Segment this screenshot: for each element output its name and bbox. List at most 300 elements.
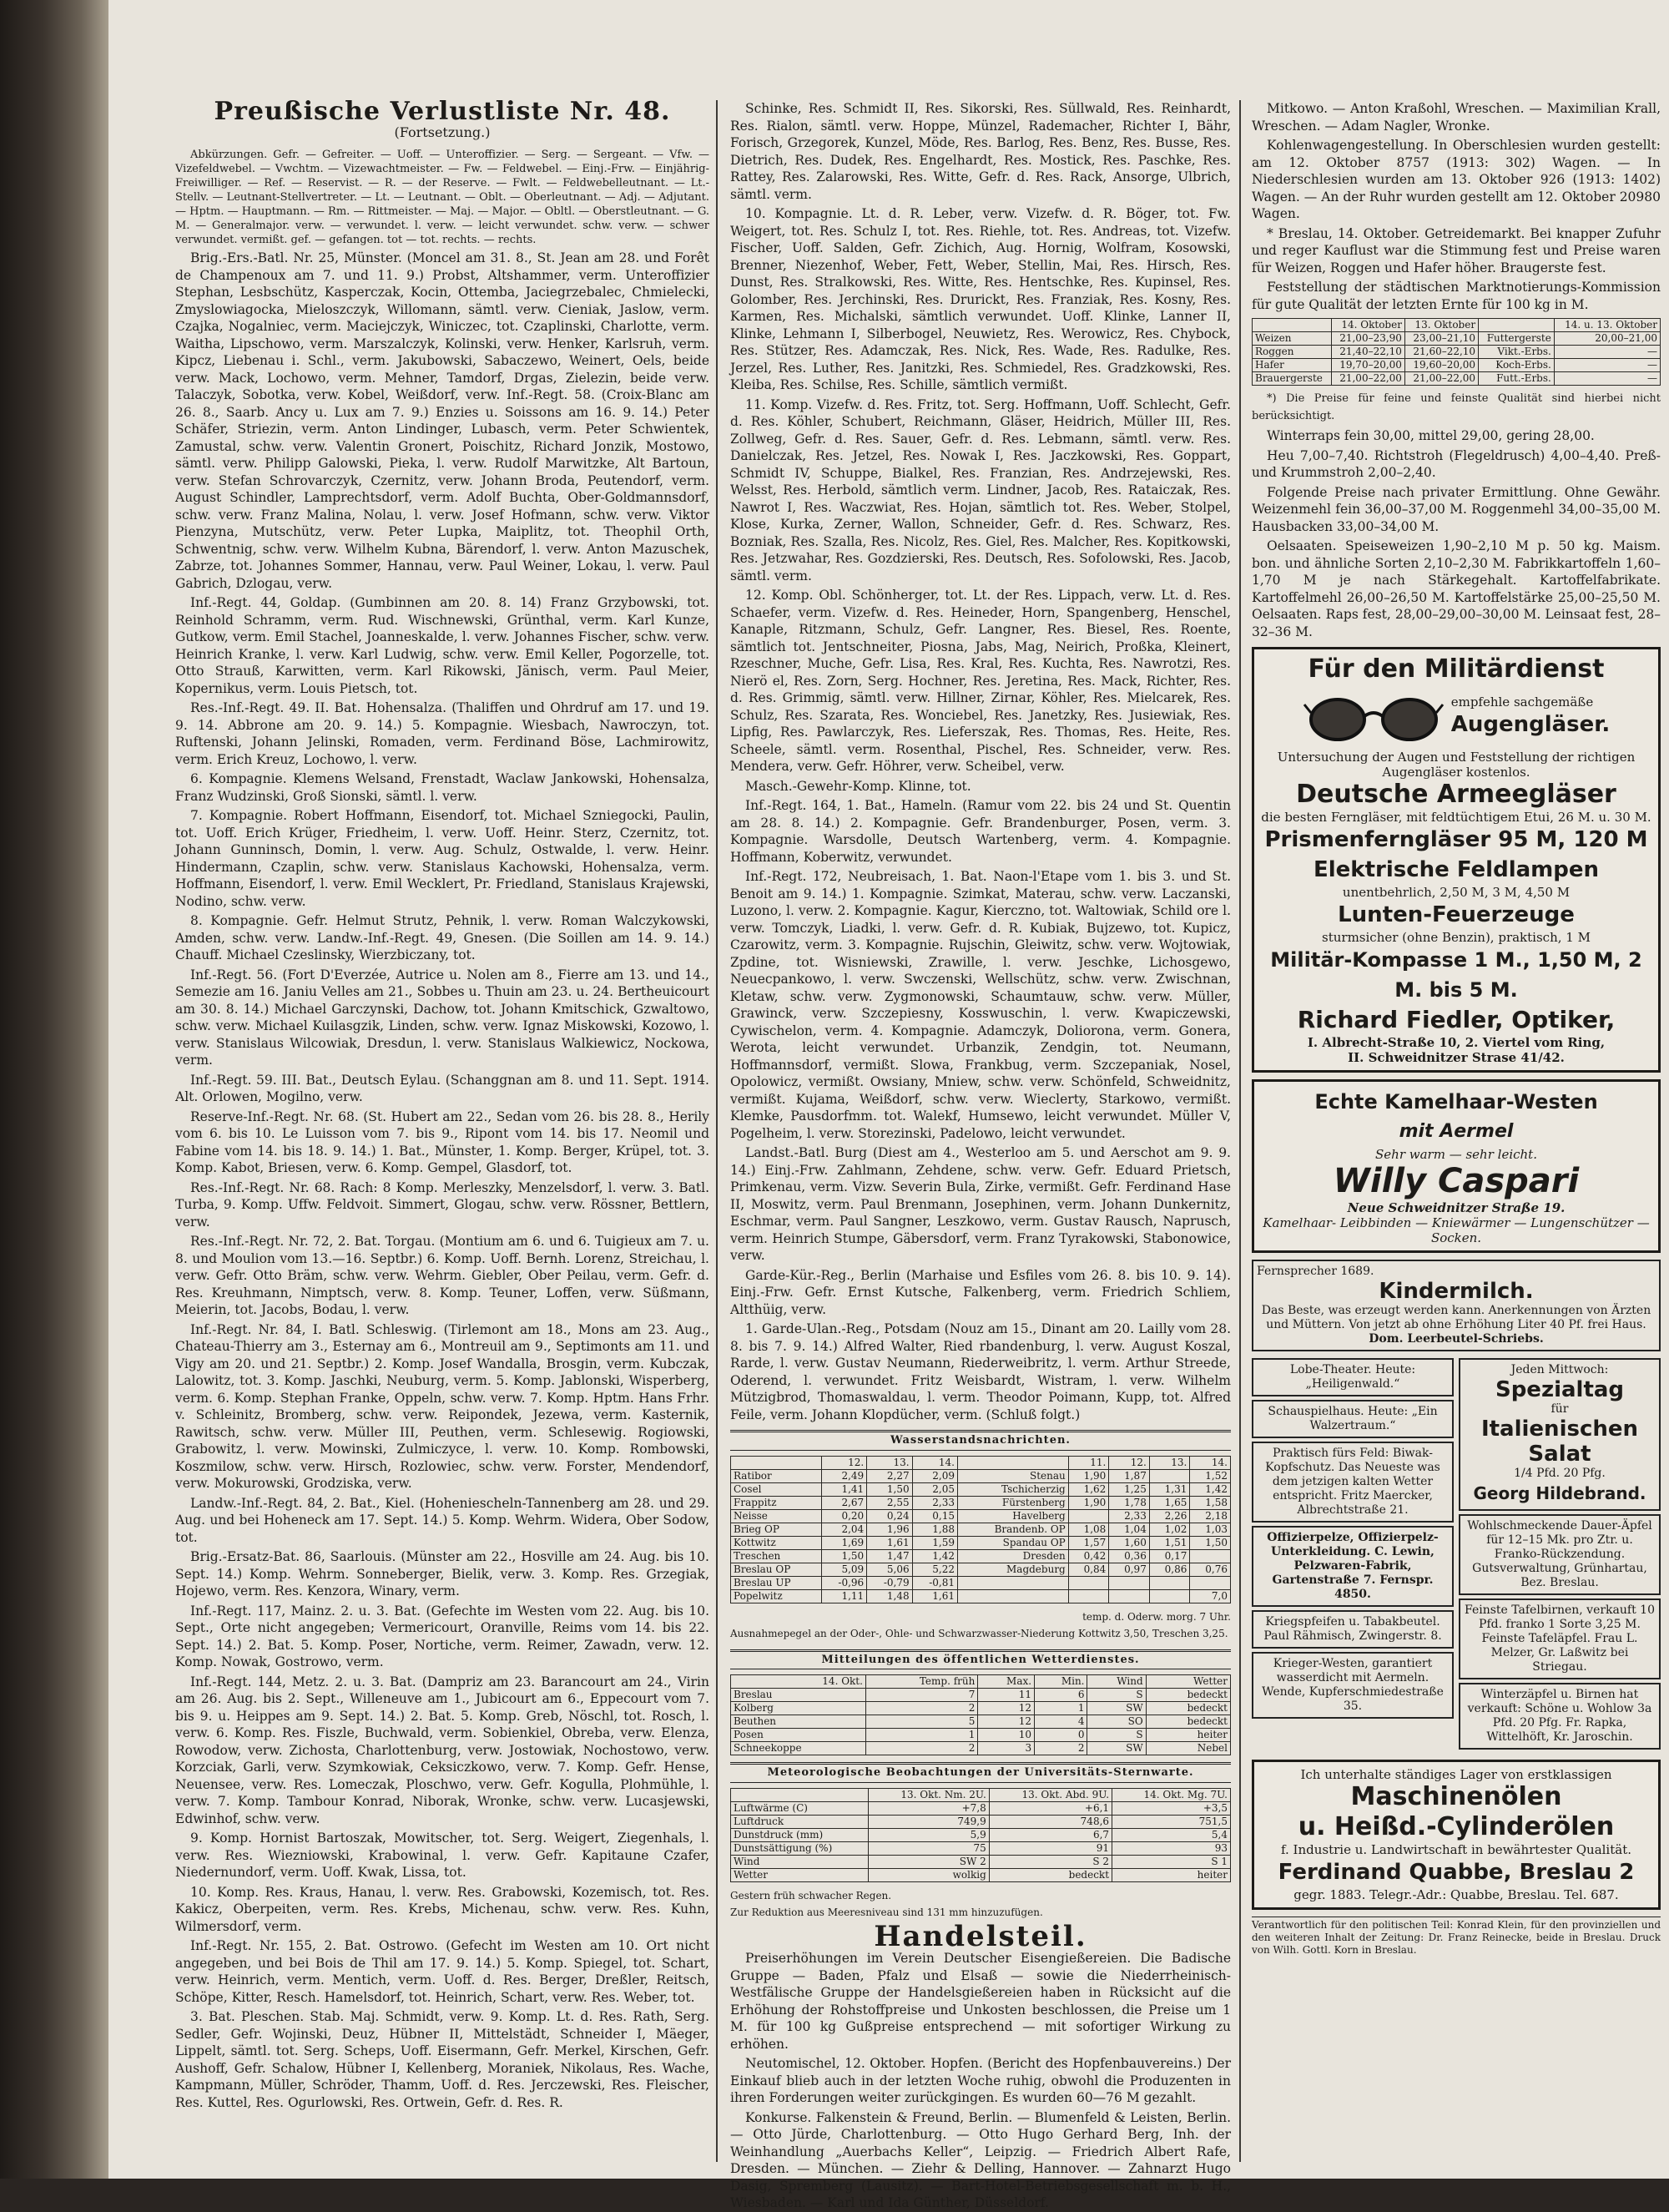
water-note: temp. d. Oderw. morg. 7 Uhr. bbox=[1082, 1610, 1231, 1623]
table-cell: 1,42 bbox=[912, 1549, 957, 1563]
table-row bbox=[731, 1536, 1231, 1549]
table-cell: 12 bbox=[978, 1702, 1035, 1715]
table-cell: -0,96 bbox=[821, 1576, 866, 1589]
table-cell: 2,04 bbox=[821, 1523, 866, 1536]
ad-line: Augengläser. bbox=[1450, 712, 1611, 737]
table-cell: 1,60 bbox=[1109, 1536, 1150, 1549]
column-header bbox=[1253, 319, 1332, 332]
paragraph: Landst.-Batl. Burg (Diest am 4., Westerloo am 5. und Aerschot am 9. 9. 14.) Einj.-Frw. Zahlmann, Zehdene, schw. verw. Gefr. Eduard Prietsch, Primkenau, verm. Vizw. Severin Bula, Zirke, vermißt. Gefr. Ferdinand Hase II, Moswitz, verm. Paul Brenmann, Josephinen, verm. Johann Dunkernitz, Eschmar, verm. Paul Sangner, Leszkowo, verm. Gustav Rausch, Naprusch, verm. Heinrich Stumpe, Gäbersdorf, verm. Franz Tyrakowski, Stabonowice, verw. bbox=[730, 1145, 1231, 1263]
table-cell: 1,03 bbox=[1190, 1523, 1231, 1536]
table-cell: 7 bbox=[865, 1689, 977, 1702]
camelhair-vest-advertisement bbox=[1252, 1079, 1661, 1253]
paragraph: *) Die Preise für feine und feinste Qualität sind hierbei nicht berücksichtigt. bbox=[1252, 392, 1661, 422]
table-cell: Nebel bbox=[1146, 1742, 1230, 1755]
table-cell: 1,88 bbox=[912, 1523, 957, 1536]
paragraph: Res.-Inf.-Regt. Nr. 72, 2. Bat. Torgau. (Montium am 6. und 6. Tuigieux am 7. u. 8. und Moulion vom 13.—16. Septbr.) 6. Komp. Uoff. Bernh. Lorenz, Streichau, l. verw. Gefr. Otto Bräm, schw. verw. Wehrm. Giebler, Ober Peilau, verm. Gefr. d. Res. Kreuhmann, Nimptsch, verw. 8. Komp. Teuner, Loffen, verw. Süßmann, Meierin, tot. Jacobs, Bodau, l. verw. bbox=[175, 1234, 709, 1317]
table-cell: Dunstsättigung (%) bbox=[731, 1841, 869, 1855]
table-cell: 1,50 bbox=[1190, 1536, 1231, 1549]
table-cell bbox=[1190, 1549, 1231, 1563]
ad-line: Militär-Kompasse 1 M., 1,50 M, 2 M. bis 5 M. bbox=[1270, 948, 1642, 1002]
table-row bbox=[731, 1715, 1231, 1729]
column-header: 14. bbox=[912, 1456, 957, 1469]
table-cell: 1,69 bbox=[821, 1536, 866, 1549]
table-cell: 7,0 bbox=[1190, 1589, 1231, 1603]
table-cell: 749,9 bbox=[869, 1815, 989, 1828]
table-row bbox=[731, 1509, 1231, 1523]
column-rule bbox=[716, 100, 718, 2162]
table-cell: Breslau OP bbox=[731, 1563, 822, 1576]
fur-advertisement: Offizierpelze, Offizierpelz-Unterkleidung. C. Lewin, Pelzwaren-Fabrik, Gartenstraße 7. Fernspr. 4850. bbox=[1252, 1526, 1454, 1607]
column-1 bbox=[175, 97, 709, 2162]
table-cell: 1,78 bbox=[1109, 1496, 1150, 1509]
table-row bbox=[731, 1742, 1231, 1755]
ad-line: u. Heißd.-Cylinderölen bbox=[1298, 1812, 1615, 1841]
table-cell: Tschicherzig bbox=[958, 1482, 1069, 1496]
paragraph: Landw.-Inf.-Regt. 84, 2. Bat., Kiel. (Hoheniescheln-Tannenberg am 28. und 29. Aug. und bei Hoheneck am 17. Sept. 14.) 5. Komp. Wehrm. Widera, Ober Sodow, tot. bbox=[175, 1495, 709, 1545]
table-cell: Ratibor bbox=[731, 1469, 822, 1482]
table-row bbox=[731, 1549, 1231, 1563]
table-cell: 2,49 bbox=[821, 1469, 866, 1482]
column-header: 13. Oktober bbox=[1404, 319, 1478, 332]
ad-line: Ferdinand Quabbe, Breslau 2 bbox=[1278, 1860, 1635, 1885]
table-cell: 1,51 bbox=[1149, 1536, 1190, 1549]
table-row bbox=[1253, 359, 1661, 372]
table-cell: 12 bbox=[978, 1715, 1035, 1729]
table-cell: SO bbox=[1087, 1715, 1146, 1729]
table-cell: 23,00–21,10 bbox=[1404, 332, 1478, 346]
table-cell: +3,5 bbox=[1112, 1801, 1231, 1815]
table-cell: Cosel bbox=[731, 1482, 822, 1496]
ad-line: die besten Ferngläser, mit feldtüchtigem Etui, 26 M. u. 30 M. bbox=[1261, 810, 1651, 825]
table-cell: 2,33 bbox=[912, 1496, 957, 1509]
paragraph: Feststellung der städtischen Marktnotierungs-Kommission für gute Qualität der letzten Ernte für 100 kg in M. bbox=[1252, 280, 1661, 312]
table-cell: Luftdruck bbox=[731, 1815, 869, 1828]
column-header bbox=[958, 1456, 1069, 1469]
table-cell: 1,90 bbox=[1068, 1496, 1109, 1509]
table-cell: Koch-Erbs. bbox=[1479, 359, 1555, 372]
ad-line: I. Albrecht-Straße 10, 2. Viertel vom Ring, bbox=[1307, 1035, 1606, 1050]
paragraph: Schinke, Res. Schmidt II, Res. Sikorski, Res. Süllwald, Res. Reinhardt, Res. Rialon, sämtl. verw. Hoppe, Münzel, Rademacher, Richter I, Bähr, Forisch, Grzegorek, Kunzel, Möde, Res. Barlog, Res. Benz, Res. Busse, Res. Dietrich, Res. Dudek, Res. Engelhardt, Res. Mostick, Res. Paschke, Res. Rattey, Res. Zalarowski, Res. Witte, Gefr. d. Res. Rack, Ansorge, Ulbrich, sämtl. verm. bbox=[730, 101, 1231, 202]
ad-line: Deutsche Armeegläser bbox=[1296, 780, 1616, 809]
table-cell: 0,42 bbox=[1068, 1549, 1109, 1563]
table-cell: wolkig bbox=[869, 1868, 989, 1881]
table-cell: Hafer bbox=[1253, 359, 1332, 372]
table-cell: 1,57 bbox=[1068, 1536, 1109, 1549]
table-cell: Frappitz bbox=[731, 1496, 822, 1509]
table-cell: 1,87 bbox=[1109, 1469, 1150, 1482]
paragraph: 9. Komp. Hornist Bartoszak, Mowitscher, tot. Serg. Weigert, Ziegenhals, l. verw. Res. Wiezniowski, Krabowinal, l. verw. Gefr. Kapitaune Czafer, Niedernundorf, verm. Uoff. Kwak, Lissa, tot. bbox=[175, 1831, 709, 1880]
table-cell: Luftwärme (C) bbox=[731, 1801, 869, 1815]
table-cell bbox=[1109, 1576, 1150, 1589]
ad-line: Neue Schweidnitzer Straße 19. bbox=[1347, 1200, 1566, 1215]
table-cell: 751,5 bbox=[1112, 1815, 1231, 1828]
table-cell: 21,00–23,90 bbox=[1331, 332, 1404, 346]
ad-line: Jeden Mittwoch: bbox=[1510, 1363, 1609, 1376]
table-cell bbox=[958, 1589, 1069, 1603]
ad-line: Lunten-Feuerzeuge bbox=[1338, 902, 1575, 927]
table-cell: Beuthen bbox=[731, 1715, 866, 1729]
table-row bbox=[731, 1729, 1231, 1742]
machine-oil-advertisement bbox=[1252, 1760, 1661, 1910]
table-cell: — bbox=[1554, 372, 1660, 386]
table-cell: S bbox=[1087, 1689, 1146, 1702]
paragraph: Inf.-Regt. 56. (Fort D'Everzée, Autrice u. Nolen am 8., Fierre am 13. und 14., Semezie am 16. Janiu Velles am 21., Sobbes u. Thuin am 23. u. 24. Bertheuicourt am 30. 8. 14.) Michael Garczynski, Dachow, tot. Johann Kmitschick, Gzwaltowo, schw. verw. Michael Kuilasgzik, Linden, schw. verw. Ignaz Miskowski, Kozowo, l. verw. Stanislaus Wilcowiak, Dresdun, l. verw. Stanislaus Walkiewicz, Nockowa, verm. bbox=[175, 967, 709, 1068]
table-cell: bedeckt bbox=[989, 1868, 1112, 1881]
table-cell: Posen bbox=[731, 1729, 866, 1742]
ad-line: Elektrische Feldlampen bbox=[1313, 857, 1599, 882]
table-header-row bbox=[731, 1456, 1231, 1469]
table-cell: 1,61 bbox=[912, 1589, 957, 1603]
table-cell: 1,61 bbox=[867, 1536, 912, 1549]
table-row bbox=[731, 1482, 1231, 1496]
table-cell: Neisse bbox=[731, 1509, 822, 1523]
newspaper-page bbox=[108, 0, 1669, 2210]
table-cell: Wetter bbox=[731, 1868, 869, 1881]
table-cell: 5,22 bbox=[912, 1563, 957, 1576]
table-cell: 1,41 bbox=[821, 1482, 866, 1496]
water-levels-table bbox=[730, 1456, 1231, 1603]
table-cell: 2 bbox=[1035, 1742, 1087, 1755]
table-cell: heiter bbox=[1146, 1729, 1230, 1742]
weather-table bbox=[730, 1674, 1231, 1755]
table-cell bbox=[1149, 1589, 1190, 1603]
table-cell: 0,97 bbox=[1109, 1563, 1150, 1576]
table-cell: 4 bbox=[1035, 1715, 1087, 1729]
table-cell: 1,47 bbox=[867, 1549, 912, 1563]
table-cell: 11 bbox=[978, 1689, 1035, 1702]
table-cell: 21,00–22,00 bbox=[1331, 372, 1404, 386]
table-cell: -0,81 bbox=[912, 1576, 957, 1589]
table-cell: 21,00–22,00 bbox=[1404, 372, 1478, 386]
table-cell: 2,67 bbox=[821, 1496, 866, 1509]
book-binding bbox=[0, 0, 108, 2179]
ad-line: Fernsprecher 1689. bbox=[1257, 1265, 1374, 1278]
table-cell: 1 bbox=[1035, 1702, 1087, 1715]
table-row bbox=[731, 1563, 1231, 1576]
table-cell: — bbox=[1554, 359, 1660, 372]
table-cell: 1,65 bbox=[1149, 1496, 1190, 1509]
table-cell: 0,84 bbox=[1068, 1563, 1109, 1576]
table-cell: 1,50 bbox=[821, 1549, 866, 1563]
table-cell: 1,04 bbox=[1109, 1523, 1150, 1536]
column-header: Wetter bbox=[1146, 1675, 1230, 1689]
table-cell: Schneekoppe bbox=[731, 1742, 866, 1755]
ad-line: Kamelhaar- Leibbinden — Kniewärmer — Lungenschützer — Socken. bbox=[1263, 1215, 1650, 1245]
meteorological-table bbox=[730, 1788, 1231, 1882]
table-cell: Popelwitz bbox=[731, 1589, 822, 1603]
met-note: Gestern früh schwacher Regen. bbox=[730, 1889, 892, 1901]
paragraph: 11. Komp. Vizefw. d. Res. Fritz, tot. Serg. Hoffmann, Uoff. Schlecht, Gefr. d. Res. Köhler, Schubert, Reichmann, Gläser, Heidrich, Müller III, Res. Zollweg, Gefr. d. Res. Sauer, Gefr. d. Res. Lebmann, sämtl. verw. Res. Danielczak, Res. Jetzel, Res. Nowak I, Res. Jaczkowski, Res. Goppart, Schmidt IV, Schuppe, Bialkel, Res. Franzian, Res. Andrzejewski, Res. Welsst, Res. Herbold, sämtlich verm. Lindner, Jacob, Res. Rataiczak, Res. Nawrot I, Res. Waczwiat, Res. Hojan, sämtlich tot. Res. Weber, Stolpel, Klose, Kurka, Zerner, Wallon, Schneider, Gefr. d. Res. Schwarz, Res. Bozniak, Res. Szalla, Res. Nicolz, Res. Giel, Res. Malcher, Res. Kopitkowski, Res. Jetzwahar, Res. Gozdzierski, Res. Deutsch, Res. Sofolowski, Res. Jacob, sämtl. verm. bbox=[730, 396, 1231, 583]
paragraph: Folgende Preise nach privater Ermittlung. Ohne Gewähr. Weizenmehl fein 36,00–37,00 M. Roggenmehl 34,00–35,00 M. Hausbacken 33,00–34,00 M. bbox=[1252, 484, 1661, 534]
paragraph: Inf.-Regt. 164, 1. Bat., Hameln. (Ramur vom 22. bis 24 und St. Quentin am 28. 8. 14.) 2. Kompagnie. Gefr. Brandenburger, Posen, verm. 3. Kompagnie. Warsdolle, Deutsch Wartenberg, verm. 4. Kompagnie. Hoffmann, Koberwitz, verwundet. bbox=[730, 798, 1231, 865]
table-cell: 19,70–20,00 bbox=[1331, 359, 1404, 372]
table-cell: — bbox=[1554, 346, 1660, 359]
paragraph: Masch.-Gewehr-Komp. Klinne, tot. bbox=[745, 778, 971, 794]
ad-line: Prismenferngläser 95 M, 120 M bbox=[1264, 827, 1648, 852]
apples-advertisement: Wohlschmeckende Dauer-Äpfel für 12–15 Mk. pro Ztr. u. Franko-Rückzendung. Gutsverwaltung, Grünhartau, Bez. Breslau. bbox=[1459, 1514, 1661, 1595]
abbreviations: Abkürzungen. Gefr. — Gefreiter. — Uoff. — Unteroffizier. — Serg. — Sergeant. — Vfw. — Vizefeldwebel. — Vwchtm. — Vizewachtmeister. — Fw. — Feldwebel. — Einj.-Frw. — Einjährig-Freiwilliger. — Ref. — Reservist. — R. — der Reserve. — Fwlt. — Feldwebelleutnant. — Lt.-Stellv. — Leutnant-Stellvertreter. — Lt. — Leutnant. — Oblt. — Oberleutnant. — Adj. — Adjutant. — Hptm. — Hauptmann. — Rm. — Rittmeister. — Maj. — Major. — Obltl. — Oberstleutnant. — G. M. — Generalmajor. verw. — verwundet. l. verw. — leicht verwundet. schw. verw. — schwer verwundet. vermißt. gef. — gefangen. tot — tot. rechts. — rechts. bbox=[175, 149, 709, 246]
imprint-footer: Verantwortlich für den politischen Teil: Konrad Klein, für den provinziellen und den weiteren Inhalt der Zeitung: Dr. Franz Reinecke, beide in Breslau. Druck von Wilh. Gottl. Korn in Breslau. bbox=[1252, 1917, 1661, 1957]
table-row bbox=[731, 1576, 1231, 1589]
helmet-advertisement: Praktisch fürs Feld: Biwak-Kopfschutz. Das Neueste was dem jetzigen kalten Wetter entspricht. Fritz Maercker, Albrechtstraße 21. bbox=[1252, 1442, 1454, 1523]
column-header: 12. bbox=[1109, 1456, 1150, 1469]
table-row bbox=[731, 1496, 1231, 1509]
table-cell: bedeckt bbox=[1146, 1715, 1230, 1729]
table-cell: 19,60–20,00 bbox=[1404, 359, 1478, 372]
paragraph: Preiserhöhungen im Verein Deutscher Eisengießereien. Die Badische Gruppe — Baden, Pfalz und Elsaß — sowie die Niederrheinisch-Westfälische Gruppe der Handelsgießereien haben in Rücksicht auf die Erhöhung der Rohstoffpreise und Unkosten beschlossen, die Preise um 1 M. für 100 kg Gußpreise entsprechend — mit sofortiger Wirkung zu erhöhen. bbox=[730, 1951, 1231, 2052]
paragraph: Inf.-Regt. Nr. 155, 2. Bat. Ostrowo. (Gefecht im Westen am 10. Ort nicht angegeben, und bei Bois de Thil am 17. 9. 14.) 5. Komp. Spiegel, tot. Schart, verw. Heinrich, verm. Mentich, verm. Uoff. d. Res. Berger, Dreßler, Reitsch, Schöpe, Kitter, Resch. Hamelsdorf, tot. Heinrich, Schart, verw. Res. Weber, tot. bbox=[175, 1938, 709, 2005]
column-header: 13. bbox=[1149, 1456, 1190, 1469]
ad-line: gegr. 1883. Telegr.-Adr.: Quabbe, Breslau. Tel. 687. bbox=[1293, 1887, 1619, 1902]
ad-line: Willy Caspari bbox=[1333, 1162, 1580, 1200]
paragraph: Inf.-Regt. 44, Goldap. (Gumbinnen am 20. 8. 14) Franz Grzybowski, tot. Reinhold Schramm, verm. Rud. Wischnewski, Grünthal, verm. Karl Kunze, Gutkow, verm. Emil Stachel, Joanneskalde, l. verw. Johannes Fischer, schw. verw. Heinrich Kranke, l. verw. Karl Ludwig, schw. verw. Emil Keller, Pogorzelle, tot. Otto Strauß, Karwitten, verm. Karl Rikowski, Jänisch, verm. Paul Meier, Kopernikus, verm. Louis Pietsch, tot. bbox=[175, 595, 709, 696]
table-cell bbox=[1190, 1576, 1231, 1589]
column-header: 14. u. 13. Oktober bbox=[1554, 319, 1660, 332]
table-cell: Kolberg bbox=[731, 1702, 866, 1715]
commerce-section-title: Handelsteil. bbox=[874, 1919, 1087, 1953]
column-header: 13. Okt. Abd. 9U. bbox=[989, 1788, 1112, 1801]
paragraph: Konkurse. Falkenstein & Freund, Berlin. — Blumenfeld & Leisten, Berlin. — Otto Jürde, Charlottenburg. — Otto Hugo Gerhard Berg, Inh. der Weinhandlung „Auerbachs Keller“, Leipzig. — Friedrich Albert Rafe, Dresden. — München. — Ziehr & Delling, Hannover. — Zahnarzt Hugo Dasig, Spremberg (Lausitz). — Bart-Hotel-Betriebsgesellschaft m. b. H., Wiesbaden. — Karl und Ida Günther, Düsseldorf. bbox=[730, 2109, 1231, 2210]
paragraph: 10. Kompagnie. Lt. d. R. Leber, verw. Vizefw. d. R. Böger, tot. Fw. Weigert, tot. Res. Schulz I, tot. Res. Riehle, tot. Res. Andreas, tot. Vizefw. Fischer, Uoff. Salden, Gefr. Zichich, Aug. Hornig, Wolfram, Kosowski, Brenner, Niezenhof, Weber, Fett, Weber, Stellin, Mai, Res. Hirsch, Res. Dunst, Res. Stralkowski, Res. Witte, Res. Hentschke, Res. Kupinsel, Res. Golomber, Res. Jerchinski, Res. Drurickt, Res. Franziak, Res. Kosny, Res. Karmen, Res. Michalski, sämtlich verwundet. Uoff. Klinke, Lanner II, Klinke, Lehmann I, Silberbogel, Neuwietz, Res. Werowicz, Res. Chybock, Res. Stützer, Res. Adamczak, Res. Nick, Res. Wade, Res. Radulke, Res. Jerzel, Res. Luther, Res. Janitzki, Res. Schmiedel, Res. Gradzkowski, Res. Kleiba, Res. Schilse, Res. Schille, sämtlich vermißt. bbox=[730, 206, 1231, 392]
table-cell: +6,1 bbox=[989, 1801, 1112, 1815]
table-cell: Magdeburg bbox=[958, 1563, 1069, 1576]
ad-line: für bbox=[1551, 1402, 1569, 1416]
table-cell: SW bbox=[1087, 1742, 1146, 1755]
ad-line: empfehle sachgemäße bbox=[1450, 694, 1594, 710]
ad-line: Italienischen Salat bbox=[1480, 1417, 1639, 1467]
table-cell: Wind bbox=[731, 1855, 869, 1868]
optician-advertisement bbox=[1252, 647, 1661, 1073]
column-header: 14. Oktober bbox=[1331, 319, 1404, 332]
table-cell: 2,18 bbox=[1190, 1509, 1231, 1523]
table-cell bbox=[1149, 1469, 1190, 1482]
paragraph: Res.-Inf.-Regt. 49. II. Bat. Hohensalza. (Thaliffen und Ohrdruf am 17. und 19. 9. 14. Abbrone am 20. 9. 14.) 5. Kompagnie. Wiesbach, Nawroczyn, tot. Ruftenski, Johann Jelinski, Romaden, verm. Ferdinand Böse, Lachmirowitz, verm. Erich Kreuz, Lochowo, l. verw. bbox=[175, 700, 709, 767]
paragraph: 10. Komp. Res. Kraus, Hanau, l. verw. Res. Grabowski, Kozemisch, tot. Res. Kakicz, Oberpeiten, verm. Res. Krebs, Michenau, schw. verw. Res. Kuhn, Wilmersdorf, verm. bbox=[175, 1884, 709, 1934]
ad-line: Richard Fiedler, Optiker, bbox=[1297, 1006, 1616, 1033]
table-cell: 93 bbox=[1112, 1841, 1231, 1855]
table-cell: 1,08 bbox=[1068, 1523, 1109, 1536]
table-row bbox=[731, 1469, 1231, 1482]
table-cell: Dresden bbox=[958, 1549, 1069, 1563]
table-cell: Brauergerste bbox=[1253, 372, 1332, 386]
table-row bbox=[731, 1689, 1231, 1702]
table-cell bbox=[1109, 1589, 1150, 1603]
table-header-row bbox=[1253, 319, 1661, 332]
table-cell: 0,36 bbox=[1109, 1549, 1150, 1563]
table-cell: 1,52 bbox=[1190, 1469, 1231, 1482]
continuation-note: (Fortsetzung.) bbox=[394, 124, 491, 140]
ad-line: unentbehrlich, 2,50 M, 3 M, 4,50 M bbox=[1342, 885, 1571, 900]
childrens-milk-advertisement bbox=[1252, 1260, 1661, 1351]
table-cell: S 1 bbox=[1112, 1855, 1231, 1868]
paragraph: Inf.-Regt. 117, Mainz. 2. u. 3. Bat. (Gefechte im Westen vom 22. Aug. bis 10. Sept., Orte nicht angegeben; Vermericourt, Oranville, Reims vom 14. bis 22. Sept. 14.) 2. Bat. 5. Komp. Poser, Nortiche, verm. Reimer, Zawadn, verw. 12. Komp. Nowak, Gostrowo, verm. bbox=[175, 1603, 709, 1669]
table-row bbox=[731, 1801, 1231, 1815]
table-cell: 6,7 bbox=[989, 1828, 1112, 1841]
water-note-2: Ausnahmepegel an der Oder-, Ohle- und Schwarzwasser-Niederung Kottwitz 3,50, Treschen 3,25. bbox=[730, 1628, 1228, 1639]
ad-line: 1/4 Pfd. 20 Pfg. bbox=[1514, 1467, 1606, 1480]
ad-line: sturmsicher (ohne Benzin), praktisch, 1 M bbox=[1322, 930, 1591, 945]
table-cell: 1,31 bbox=[1149, 1482, 1190, 1496]
table-cell: 2,05 bbox=[912, 1482, 957, 1496]
table-cell bbox=[1068, 1509, 1109, 1523]
column-header: 14. bbox=[1190, 1456, 1231, 1469]
grain-price-table bbox=[1252, 318, 1661, 386]
table-cell: 1 bbox=[865, 1729, 977, 1742]
table-row bbox=[731, 1855, 1231, 1868]
paragraph: 8. Kompagnie. Gefr. Helmut Strutz, Pehnik, l. verw. Roman Walczykowski, Amden, schw. verw. Landw.-Inf.-Regt. 49, Gnesen. (Die Soillen am 14. 9. 14.) Chauff. Michael Czeslinsky, Wierzbiczany, tot. bbox=[175, 913, 709, 962]
theater-listing: Lobe-Theater. Heute: „Heiligenwald.“ bbox=[1252, 1358, 1454, 1396]
table-cell: S 2 bbox=[989, 1855, 1112, 1868]
table-cell: 5,9 bbox=[869, 1828, 989, 1841]
paragraph: Brig.-Ers.-Batl. Nr. 25, Münster. (Moncel am 31. 8., St. Jean am 28. und Forêt de Champenoux am 7. und 11. 9.) Probst, Altshammer, verm. Unteroffizier Stephan, Lesbschütz, Kasperczak, Kocin, Ottemba, Jaciegrzebalec, Chmielecki, Zmyslowiagocka, Mieloszczyk, Willomann, sämtl. verw. Cieniak, Jaslow, verm. Czajka, Nogalniec, verm. Maciejczyk, Winiczec, tot. Czaplinski, Charlotte, verm. Waitha, Lipschowo, verm. Marszalczyk, Kolinski, verw. Henker, Karlsruh, verm. Kipcz, Liebenau i. Schl., verm. Jakubowski, Sabaczewo, Weinert, Oels, beide verw. Mack, Lochowo, verm. Mehner, Tamdorf, Drgas, Zielezin, beide verw. Talaczyk, Sobotka, verw. Kobel, Weißdorf, verw. Inf.-Regt. 58. (Croix-Blanc am 26. 8., Saarb. Ancy u. Lux am 7. 9.) Enzies u. Soissons am 16. 9. 14.) Peter Schäfer, Striezin, verm. Anton Lindinger, Lubasch, verm. Peter Schwientek, Zamustal, schw. verw. Valentin Gronert, Poischitz, Richard Jonzik, Mostowo, sämtl. verw. Philipp Galowski, Pieka, l. verw. Rudolf Marwitzke, Alt Bartoun, verw. Stefan Schrovarczyk, Czernitz, verw. Johann Broda, Peutendorf, verm. August Schindler, Lamprechtsdorf, verm. Adolf Buchta, Ober-Goldmannsdorf, schw. verw. Franz Malina, Nolau, l. verw. Josef Hofmann, schw. verw. Viktor Pienzyna, Mutschütz, verw. Peter Lupka, Maiplitz, tot. Theophil Orth, Schwentnig, schw. verw. Wilhelm Kubna, Bärendorf, l. verw. Anton Mazuschek, Zabrze, tot. Johannes Sommer, Hannau, verw. Paul Weiner, Lokau, l. verw. Paul Gabrich, Dzlogau, verw. bbox=[175, 250, 709, 591]
paragraph: Neutomischel, 12. Oktober. Hopfen. (Bericht des Hopfenbauvereins.) Der Einkauf blieb auch in der letzten Woche ruhig, obwohl die Produzenten in ihren Forderungen weiter zurückgingen. Es wurden 60—76 M gezahlt. bbox=[730, 2056, 1231, 2105]
table-cell: 0,76 bbox=[1190, 1563, 1231, 1576]
table-cell: 10 bbox=[978, 1729, 1035, 1742]
table-cell: 5,09 bbox=[821, 1563, 866, 1576]
table-header-row bbox=[731, 1788, 1231, 1801]
paragraph: 3. Bat. Pleschen. Stab. Maj. Schmidt, verw. 9. Komp. Lt. d. Res. Rath, Serg. Sedler, Gefr. Wojinski, Deuz, Hübner II, Mittelstädt, Schneider I, Mäeger, Lippelt, sämtl. tot. Serg. Scheps, Uoff. Eisermann, Gefr. Merkel, Kirschen, Gefr. Aushoff, Gefr. Schalow, Hübner I, Kellenberg, Moraniek, Nikolaus, Res. Wache, Kampmann, Müller, Schröder, Thamm, Uoff. d. Res. Jerczewski, Res. Fleischer, Res. Kuttel, Res. Ogurlowski, Res. Ortwein, Gefr. d. Res. R. bbox=[175, 2009, 709, 2110]
table-cell: 1,02 bbox=[1149, 1523, 1190, 1536]
table-cell: 5,4 bbox=[1112, 1828, 1231, 1841]
table-row bbox=[731, 1523, 1231, 1536]
table-cell: Futtergerste bbox=[1479, 332, 1555, 346]
table-cell: 0,17 bbox=[1149, 1549, 1190, 1563]
table-cell: 1,62 bbox=[1068, 1482, 1109, 1496]
ad-line: Untersuchung der Augen und Feststellung der richtigen Augengläser kostenlos. bbox=[1277, 750, 1636, 780]
table-row bbox=[731, 1815, 1231, 1828]
water-levels-title: Wasserstandsnachrichten. bbox=[730, 1430, 1231, 1451]
ad-line: Das Beste, was erzeugt werden kann. Anerkennungen von Ärzten und Müttern. Von jetzt ab ohne Erhöhung Liter 40 Pf. frei Haus. bbox=[1261, 1304, 1651, 1331]
table-cell: -0,79 bbox=[867, 1576, 912, 1589]
table-cell: Fürstenberg bbox=[958, 1496, 1069, 1509]
column-header: 13. bbox=[867, 1456, 912, 1469]
table-row bbox=[1253, 332, 1661, 346]
weather-service-title: Mitteilungen des öffentlichen Wetterdienstes. bbox=[730, 1649, 1231, 1670]
table-cell: Weizen bbox=[1253, 332, 1332, 346]
paragraph: Inf.-Regt. 172, Neubreisach, 1. Bat. Naon-l'Etape vom 1. bis 3. und St. Benoit am 9. 14.) 1. Kompagnie. Szimkat, Materau, schw. verw. Laczanski, Luzono, l. verw. 2. Kompagnie. Kagur, Kierczno, tot. Waltowiak, Schild ore l. verw. Tomczyk, Liadki, l. verw. Gefr. d. R. Kubiak, Bujzewo, tot. Kupicz, Czarowitz, verm. 3. Kompagnie. Rujschin, Gleiwitz, schw. verw. Wojtowiak, Zpdine, tot. Wisniewski, Zrawille, l. verw. Jeschke, Lichosgewo, Neuecpankowo, l. verw. Swczenski, Wellschütz, schw. verw. Zwischnan, Kletaw, schw. verw. Zygmonowski, Schaumtauw, schw. verw. Müller, Grawinck, verw. Szczepiesny, Kosswuschin, l. verw. Kwapiczewski, Cywischelon, verm. 4. Kompagnie. Adamczyk, Doliorona, verm. Gonera, Werota, leicht verwundet. Urbanzik, Zendgin, tot. Neumann, Hoffmannsdorf, vermißt. Slowa, Frankbug, verm. Szczepaniak, Nosel, Opolowicz, vermißt. Owsiany, Mniew, schw. verw. Schönfeld, Schweidnitz, vermißt. Kujama, Weißdorf, schw. verw. Wieclerty, Starkowo, vermißt. Klemke, Pausdorfmm. tot. Walekf, Humsewo, leicht verwundet. Müller V, Pogelheim, l. verw. Storezinski, Padelowo, leicht verwundet. bbox=[730, 869, 1231, 1141]
column-header: 11. bbox=[1068, 1456, 1109, 1469]
paragraph: Garde-Kür.-Reg., Berlin (Marhaise und Esfiles vom 26. 8. bis 10. 9. 14). Einj.-Frw. Gefr. Ernst Kutsche, Falkenberg, verm. Friedrich Schliem, Altthüig, verw. bbox=[730, 1267, 1231, 1317]
table-cell bbox=[1068, 1589, 1109, 1603]
meteorological-title: Meteorologische Beobachtungen der Universitäts-Sternwarte. bbox=[730, 1762, 1231, 1783]
paragraph: Inf.-Regt. 59. III. Bat., Deutsch Eylau. (Schanggnan am 8. und 11. Sept. 1914. Alt. Orlowen, Mogilno, verw. bbox=[175, 1072, 709, 1104]
ad-line: II. Schweidnitzer Strase 41/42. bbox=[1348, 1050, 1565, 1065]
column-3 bbox=[1252, 100, 1661, 2162]
table-cell: Dunstdruck (mm) bbox=[731, 1828, 869, 1841]
table-cell: Treschen bbox=[731, 1549, 822, 1563]
vests-advertisement: Krieger-Westen, garantiert wasserdicht mit Aermeln. Wende, Kupferschmiedestraße 35. bbox=[1252, 1652, 1454, 1719]
table-cell: 21,40–22,10 bbox=[1331, 346, 1404, 359]
ad-line: Georg Hildebrand. bbox=[1473, 1483, 1646, 1503]
pears-advertisement: Feinste Tafelbirnen, verkauft 10 Pfd. franko 1 Sorte 3,25 M. Feinste Tafeläpfel. Frau L. Melzer, Gr. Laßwitz bei Striegau. bbox=[1459, 1598, 1661, 1679]
table-cell: 3 bbox=[978, 1742, 1035, 1755]
table-cell bbox=[958, 1576, 1069, 1589]
table-cell: SW 2 bbox=[869, 1855, 989, 1868]
paragraph: Res.-Inf.-Regt. Nr. 68. Rach: 8 Komp. Merleszky, Menzelsdorf, l. verw. 3. Batl. Turba, 9. Komp. Uffw. Feldvoit. Simmert, Glogau, schw. verw. Rössner, Bettlern, verw. bbox=[175, 1179, 709, 1230]
paragraph: Brig.-Ersatz-Bat. 86, Saarlouis. (Münster am 22., Hosville am 24. Aug. bis 10. Sept. 14.) Komp. Wehrm. Sonneberger, Bielik, verw. 3. Komp. Res. Grzegiak, Hojewo, verm. Res. Kenzora, Winary, verm. bbox=[175, 1549, 709, 1598]
column-header: 14. Okt. Mg. 7U. bbox=[1112, 1788, 1231, 1801]
column-rule bbox=[1239, 100, 1241, 2162]
paragraph: Inf.-Regt. Nr. 84, I. Batl. Schleswig. (Tirlemont am 18., Mons am 23. Aug., Chateau-Thierry am 3., Esternay am 6., Montreuil am 9., Septimonts am 11. und Vigy am 20. und 21. Septbr.) 2. Komp. Josef Wandalla, Brosgin, verm. Kubczak, Lalowitz, tot. 3. Komp. Jaschki, Neuburg, verm. 5. Komp. Jablonski, Wisperberg, verm. 6. Komp. Stephan Franke, Oppeln, schw. verw. 7. Komp. Hptm. Hans Frhr. v. Schleinitz, Bromberg, schw. verw. Reipondek, Jezewa, verm. Kasternik, Rawitsch, schw. verw. Müller III, Peuthen, verm. Schlesewig. Rogiowski, Grabowitz, l. verw. Mowinski, Zulmiczyce, l. verw. 10. Komp. Rombowski, Koszmilow, schw. verw. Hirsch, Rozlowiec, schw. verw. Forster, Mendendorf, verw. Mokurowski, Grodziska, verw. bbox=[175, 1321, 709, 1491]
table-cell: 2,33 bbox=[1109, 1509, 1150, 1523]
table-cell bbox=[1149, 1576, 1190, 1589]
table-cell: 5,06 bbox=[867, 1563, 912, 1576]
column-header: Min. bbox=[1035, 1675, 1087, 1689]
fruit-advertisement: Winterzäpfel u. Birnen hat verkauft: Schöne u. Wohlow 3a Pfd. 20 Pfg. Fr. Rapka, Wittelhöft, Kr. Jaroschin. bbox=[1459, 1683, 1661, 1750]
ad-line: Spezialtag bbox=[1495, 1377, 1625, 1402]
table-cell: 0,15 bbox=[912, 1509, 957, 1523]
table-cell: 5 bbox=[865, 1715, 977, 1729]
ad-line: Echte Kamelhaar-Westen bbox=[1314, 1090, 1598, 1114]
ad-line: f. Industrie u. Landwirtschaft in bewährtester Qualität. bbox=[1280, 1842, 1631, 1857]
table-cell: 75 bbox=[869, 1841, 989, 1855]
pipes-advertisement: Kriegspfeifen u. Tabakbeutel. Paul Rähmisch, Zwingerstr. 8. bbox=[1252, 1610, 1454, 1649]
ad-line: Dom. Leerbeutel-Schriebs. bbox=[1369, 1332, 1544, 1346]
table-row bbox=[1253, 346, 1661, 359]
paragraph: 12. Komp. Obl. Schönherger, tot. Lt. der Res. Lippach, verw. Lt. d. Res. Schaefer, verm. Vizefw. d. Res. Heineder, Horn, Spangenberg, Henschel, Kanaple, Ritzmann, Schulz, Gefr. Langner, Res. Biesel, Res. Roente, sämtlich tot. Jentschneiter, Piosna, Jabs, Mag, Neirich, Proßka, Kleinert, Rzeschner, Muche, Gefr. Lisa, Res. Kral, Res. Kuchta, Res. Nawrotzi, Res. Nierö el, Res. Zorn, Serg. Hochner, Res. Jeretina, Res. Mack, Richter, Res. d. Res. Grimmig, sämtl. verw. Hillner, Zirnar, Köhler, Res. Mielcarek, Res. Schulz, Res. Szarata, Res. Wonciebel, Res. Janetzky, Res. Jusiewiak, Res. Lipfig, Res. Pawlarczyk, Res. Lieferszak, Res. Thomas, Res. Heite, Res. Scheele, sämtl. verm. Rosenthal, Pischel, Res. Schneider, verw. Res. Mendera, verw. Gefr. Höhrer, verw. Scheibel, verw. bbox=[730, 588, 1231, 774]
table-cell: SW bbox=[1087, 1702, 1146, 1715]
table-cell: Spandau OP bbox=[958, 1536, 1069, 1549]
salad-advertisement bbox=[1459, 1358, 1661, 1511]
paragraph: Mitkowo. — Anton Kraßohl, Wreschen. — Maximilian Krall, Wreschen. — Adam Nagler, Wronke. bbox=[1252, 101, 1661, 134]
table-cell: Breslau bbox=[731, 1689, 866, 1702]
column-header: 13. Okt. Nm. 2U. bbox=[869, 1788, 989, 1801]
paragraph: * Breslau, 14. Oktober. Getreidemarkt. Bei knapper Zufuhr und reger Kauflust war die Stimmung fest und Preise waren für Weizen, Roggen und Hafer höher. Braugerste fest. bbox=[1252, 225, 1661, 275]
table-cell: Brieg OP bbox=[731, 1523, 822, 1536]
table-cell: 6 bbox=[1035, 1689, 1087, 1702]
table-cell: +7,8 bbox=[869, 1801, 989, 1815]
table-cell: bedeckt bbox=[1146, 1702, 1230, 1715]
ad-headline: Kindermilch. bbox=[1379, 1279, 1534, 1304]
table-cell: Breslau UP bbox=[731, 1576, 822, 1589]
table-cell: S bbox=[1087, 1729, 1146, 1742]
paragraph: 7. Kompagnie. Robert Hoffmann, Eisendorf, tot. Michael Szniegocki, Paulin, tot. Uoff. Erich Krüger, Friedheim, l. verw. Uoff. Heinr. Sterz, Czernitz, tot. Johann Gunninsch, Domin, l. verw. Aug. Schulz, Ostwalde, l. verw. Heinr. Hindermann, Czaplin, schw. verw. Stanislaus Kachowski, Hohensalza, verm. Hoffmann, Eisendorf, l. verw. Emil Wecklert, Pr. Friedland, Stanislaus Krajewski, Nodino, schw. verw. bbox=[175, 808, 709, 909]
table-row bbox=[731, 1841, 1231, 1855]
table-cell: 2,26 bbox=[1149, 1509, 1190, 1523]
column-header: 12. bbox=[821, 1456, 866, 1469]
column-header bbox=[731, 1456, 822, 1469]
table-cell: Kottwitz bbox=[731, 1536, 822, 1549]
table-row bbox=[731, 1828, 1231, 1841]
table-cell: bedeckt bbox=[1146, 1689, 1230, 1702]
table-cell: 0,20 bbox=[821, 1509, 866, 1523]
paragraph: Oelsaaten. Speiseweizen 1,90–2,10 M p. 50 kg. Maism. bon. und ähnliche Sorten 2,10–2,30 M. Fabrikkartoffeln 1,60–1,70 M je nach Stärkegehalt. Kartoffelfabrikate. Kartoffelmehl 26,00–26,50 M. Kartoffelstärke 25,00–25,50 M. Oelsaaten. Raps fest, 28,00–29,00–30,00 M. Leinsaat fest, 28–32–36 M. bbox=[1252, 538, 1661, 639]
casualty-list-title: Preußische Verlustliste Nr. 48. bbox=[214, 97, 671, 126]
column-header: Wind bbox=[1087, 1675, 1146, 1689]
column-2 bbox=[730, 100, 1231, 2210]
table-cell: 1,42 bbox=[1190, 1482, 1231, 1496]
table-cell: 91 bbox=[989, 1841, 1112, 1855]
table-row bbox=[731, 1702, 1231, 1715]
column-header: 14. Okt. bbox=[731, 1675, 866, 1689]
ad-line: mit Aermel bbox=[1399, 1121, 1514, 1142]
table-cell: 2,27 bbox=[867, 1469, 912, 1482]
ad-line: Maschinenölen bbox=[1350, 1782, 1562, 1811]
met-note-2: Zur Reduktion aus Meeresniveau sind 131 mm hinzuzufügen. bbox=[730, 1906, 1043, 1918]
paragraph: 1. Garde-Ulan.-Reg., Potsdam (Nouz am 15., Dinant am 20. Lailly vom 28. 8. bis 7. 9. 14.) Alfred Walter, Ried rbandenburg, l. verw. August Koszal, Rarde, l. verw. Gustav Neumann, Riederweibritz, l. verm. Arthur Streede, Oderend, l. verwundet. Fritz Weisbardt, Wistram, l. verw. Wilhelm Mützigbrod, Thomaswaldau, l. verm. Theodor Poimann, Kupp, tot. Alfred Feile, verm. Johann Klopdücher, verm. (Schluß folgt.) bbox=[730, 1321, 1231, 1422]
spectacles-icon bbox=[1303, 688, 1445, 746]
table-cell: Stenau bbox=[958, 1469, 1069, 1482]
table-cell: 1,50 bbox=[867, 1482, 912, 1496]
table-row bbox=[1253, 372, 1661, 386]
table-cell: 748,6 bbox=[989, 1815, 1112, 1828]
paragraph: Inf.-Regt. 144, Metz. 2. u. 3. Bat. (Dampriz am 23. Barancourt am 24., Virin am 26. Aug. bis 2. Sept., Willeneuve am 1., Jubicourt am 6., Eppecourt vom 7. bis 9. u. Heippes am 9. Sept. 14.) 2. Bat. 5. Komp. Greb, Nöschl, tot. Rosch, l. verw. 6. Komp. Res. Fiszle, Buchwald, verm. Sobienkiel, Obreba, verw. Elenza, Rowodow, verw. Zichosta, Charlottenburg, verw. Jostowiak, Nochostowo, verw. Korzciak, Garli, verw. Szymkowiak, Ceksiczkowo, verw. 7. Komp. Gefr. Hense, Neuensee, verw. Res. Lomeczak, Ploschwo, verw. Gefr. Kogulla, Plohmühle, l. verw. 7. Komp. Tambour Konrad, Niborak, Wronke, schw. verw. Lucasjewski, Edwinhof, schw. verw. bbox=[175, 1674, 709, 1826]
table-cell: 0 bbox=[1035, 1729, 1087, 1742]
table-cell: 2,55 bbox=[867, 1496, 912, 1509]
table-cell: Roggen bbox=[1253, 346, 1332, 359]
table-header-row bbox=[731, 1675, 1231, 1689]
table-cell: 20,00–21,00 bbox=[1554, 332, 1660, 346]
